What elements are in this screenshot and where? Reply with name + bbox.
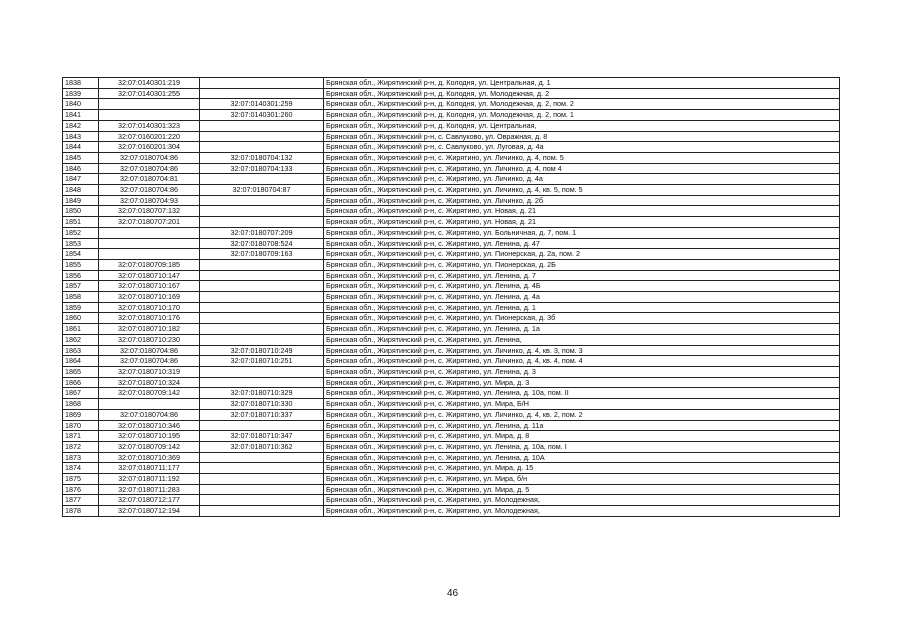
cadastral-number-cell: 32:07:0180712:177 xyxy=(99,495,200,506)
row-number-cell: 1878 xyxy=(63,506,99,517)
address-cell: Брянская обл., Жирятинский р-н, с. Жирятино, ул. Личинко, д. 4, кв. 3, пом. 3 xyxy=(324,345,840,356)
related-cadastral-number-cell: 32:07:0180710:249 xyxy=(200,345,324,356)
cadastral-number-cell: 32:07:0180704:86 xyxy=(99,152,200,163)
related-cadastral-number-cell: 32:07:0180708:524 xyxy=(200,238,324,249)
table-row xyxy=(63,452,840,463)
cadastral-number-cell: 32:07:0140301:219 xyxy=(99,78,200,89)
cadastral-number-cell: 32:07:0180704:81 xyxy=(99,174,200,185)
table-row xyxy=(63,420,840,431)
related-cadastral-number-cell xyxy=(200,174,324,185)
row-number-cell: 1860 xyxy=(63,313,99,324)
cadastral-number-cell: 32:07:0160201:304 xyxy=(99,142,200,153)
address-cell: Брянская обл., Жирятинский р-н, с. Жирятино, ул. Личинко, д. 4, кв. 2, пом. 2 xyxy=(324,409,840,420)
table-row xyxy=(63,441,840,452)
cadastral-number-cell: 32:07:0180710:369 xyxy=(99,452,200,463)
cadastral-number-cell: 32:07:0180710:169 xyxy=(99,292,200,303)
table-row xyxy=(63,120,840,131)
cadastral-number-cell: 32:07:0180707:201 xyxy=(99,217,200,228)
address-cell: Брянская обл., Жирятинский р-н, с. Жирятино, ул. Молодежная, xyxy=(324,506,840,517)
row-number-cell: 1853 xyxy=(63,238,99,249)
register-table-body xyxy=(63,78,840,517)
related-cadastral-number-cell: 32:07:0180710:337 xyxy=(200,409,324,420)
row-number-cell: 1861 xyxy=(63,324,99,335)
cadastral-number-cell: 32:07:0180704:86 xyxy=(99,163,200,174)
cadastral-number-cell: 32:07:0180710:346 xyxy=(99,420,200,431)
cadastral-number-cell: 32:07:0180704:93 xyxy=(99,195,200,206)
related-cadastral-number-cell xyxy=(200,377,324,388)
table-row xyxy=(63,110,840,121)
table-row xyxy=(63,195,840,206)
table-row xyxy=(63,484,840,495)
address-cell: Брянская обл., Жирятинский р-н, с. Жирятино, ул. Мира, Б/Н xyxy=(324,399,840,410)
table-row xyxy=(63,206,840,217)
cadastral-number-cell: 32:07:0180709:185 xyxy=(99,259,200,270)
related-cadastral-number-cell xyxy=(200,217,324,228)
related-cadastral-number-cell xyxy=(200,366,324,377)
cadastral-number-cell xyxy=(99,399,200,410)
row-number-cell: 1847 xyxy=(63,174,99,185)
address-cell: Брянская обл., Жирятинский р-н, с. Жирятино, ул. Ленина, xyxy=(324,334,840,345)
related-cadastral-number-cell xyxy=(200,281,324,292)
row-number-cell: 1862 xyxy=(63,334,99,345)
row-number-cell: 1859 xyxy=(63,302,99,313)
row-number-cell: 1868 xyxy=(63,399,99,410)
row-number-cell: 1857 xyxy=(63,281,99,292)
cadastral-number-cell: 32:07:0180709:142 xyxy=(99,441,200,452)
table-row xyxy=(63,388,840,399)
address-cell: Брянская обл., Жирятинский р-н, с. Жирятино, ул. Личинко, д. 4, пом. 5 xyxy=(324,152,840,163)
table-row xyxy=(63,334,840,345)
row-number-cell: 1874 xyxy=(63,463,99,474)
cadastral-number-cell: 32:07:0180704:86 xyxy=(99,409,200,420)
related-cadastral-number-cell: 32:07:0180704:87 xyxy=(200,185,324,196)
row-number-cell: 1842 xyxy=(63,120,99,131)
cadastral-number-cell: 32:07:0180709:142 xyxy=(99,388,200,399)
related-cadastral-number-cell xyxy=(200,195,324,206)
address-cell: Брянская обл., Жирятинский р-н, с. Жирятино, ул. Новая, д. 21 xyxy=(324,206,840,217)
address-cell: Брянская обл., Жирятинский р-н, д. Колодня, ул. Молодежная, д. 2, пом. 1 xyxy=(324,110,840,121)
table-row xyxy=(63,217,840,228)
related-cadastral-number-cell xyxy=(200,142,324,153)
related-cadastral-number-cell: 32:07:0180709:163 xyxy=(200,249,324,260)
row-number-cell: 1877 xyxy=(63,495,99,506)
address-cell: Брянская обл., Жирятинский р-н, с. Жирятино, ул. Ленина, д. 4а xyxy=(324,292,840,303)
cadastral-number-cell: 32:07:0180710:170 xyxy=(99,302,200,313)
row-number-cell: 1863 xyxy=(63,345,99,356)
table-row xyxy=(63,270,840,281)
related-cadastral-number-cell xyxy=(200,474,324,485)
cadastral-number-cell: 32:07:0180704:86 xyxy=(99,185,200,196)
table-row xyxy=(63,377,840,388)
related-cadastral-number-cell: 32:07:0180707:209 xyxy=(200,227,324,238)
table-row xyxy=(63,506,840,517)
row-number-cell: 1865 xyxy=(63,366,99,377)
table-row xyxy=(63,131,840,142)
related-cadastral-number-cell xyxy=(200,463,324,474)
address-cell: Брянская обл., Жирятинский р-н, д. Колодня, ул. Молодежная, д. 2 xyxy=(324,88,840,99)
row-number-cell: 1839 xyxy=(63,88,99,99)
address-cell: Брянская обл., Жирятинский р-н, с. Жирятино, ул. Ленина, д. 10а, пом. I xyxy=(324,441,840,452)
table-row xyxy=(63,463,840,474)
related-cadastral-number-cell: 32:07:0180704:132 xyxy=(200,152,324,163)
related-cadastral-number-cell xyxy=(200,259,324,270)
cadastral-number-cell: 32:07:0180711:192 xyxy=(99,474,200,485)
row-number-cell: 1858 xyxy=(63,292,99,303)
address-cell: Брянская обл., Жирятинский р-н, с. Жирятино, ул. Мира, б/н xyxy=(324,474,840,485)
cadastral-number-cell: 32:07:0180710:195 xyxy=(99,431,200,442)
related-cadastral-number-cell xyxy=(200,131,324,142)
address-cell: Брянская обл., Жирятинский р-н, с. Жирятино, ул. Личинко, д. 4а xyxy=(324,174,840,185)
address-cell: Брянская обл., Жирятинский р-н, с. Жирятино, ул. Ленина, д. 1 xyxy=(324,302,840,313)
table-row xyxy=(63,313,840,324)
related-cadastral-number-cell xyxy=(200,270,324,281)
row-number-cell: 1875 xyxy=(63,474,99,485)
page-number: 46 xyxy=(446,588,459,599)
table-row xyxy=(63,431,840,442)
table-row xyxy=(63,163,840,174)
related-cadastral-number-cell xyxy=(200,78,324,89)
table-row xyxy=(63,345,840,356)
address-cell: Брянская обл., Жирятинский р-н, с. Жирятино, ул. Пионерская, д. 2а, пом. 2 xyxy=(324,249,840,260)
cadastral-number-cell: 32:07:0180710:182 xyxy=(99,324,200,335)
related-cadastral-number-cell: 32:07:0180710:362 xyxy=(200,441,324,452)
table-row xyxy=(63,356,840,367)
related-cadastral-number-cell xyxy=(200,484,324,495)
table-row xyxy=(63,142,840,153)
row-number-cell: 1844 xyxy=(63,142,99,153)
row-number-cell: 1849 xyxy=(63,195,99,206)
table-row xyxy=(63,292,840,303)
row-number-cell: 1841 xyxy=(63,110,99,121)
row-number-cell: 1840 xyxy=(63,99,99,110)
cadastral-number-cell: 32:07:0180704:86 xyxy=(99,356,200,367)
related-cadastral-number-cell xyxy=(200,506,324,517)
table-row xyxy=(63,495,840,506)
address-cell: Брянская обл., Жирятинский р-н, с. Жирятино, ул. Ленина, д. 4Б xyxy=(324,281,840,292)
address-cell: Брянская обл., Жирятинский р-н, с. Жирятино, ул. Больничная, д. 7, пом. 1 xyxy=(324,227,840,238)
table-row xyxy=(63,324,840,335)
table-row xyxy=(63,185,840,196)
related-cadastral-number-cell: 32:07:0140301:259 xyxy=(200,99,324,110)
address-cell: Брянская обл., Жирятинский р-н, д. Колодня, ул. Молодежная, д. 2, пом. 2 xyxy=(324,99,840,110)
related-cadastral-number-cell: 32:07:0140301:260 xyxy=(200,110,324,121)
cadastral-number-cell: 32:07:0180710:176 xyxy=(99,313,200,324)
related-cadastral-number-cell: 32:07:0180710:329 xyxy=(200,388,324,399)
cadastral-number-cell xyxy=(99,238,200,249)
related-cadastral-number-cell xyxy=(200,420,324,431)
related-cadastral-number-cell xyxy=(200,120,324,131)
related-cadastral-number-cell xyxy=(200,313,324,324)
row-number-cell: 1851 xyxy=(63,217,99,228)
address-cell: Брянская обл., Жирятинский р-н, с. Жирятино, ул. Ленина, д. 7 xyxy=(324,270,840,281)
row-number-cell: 1848 xyxy=(63,185,99,196)
table-row xyxy=(63,174,840,185)
table-row xyxy=(63,99,840,110)
address-cell: Брянская обл., Жирятинский р-н, с. Жирятино, ул. Ленина, д. 10а, пом. II xyxy=(324,388,840,399)
row-number-cell: 1872 xyxy=(63,441,99,452)
address-cell: Брянская обл., Жирятинский р-н, с. Жирятино, ул. Мира, д. 3 xyxy=(324,377,840,388)
table-row xyxy=(63,238,840,249)
row-number-cell: 1856 xyxy=(63,270,99,281)
row-number-cell: 1870 xyxy=(63,420,99,431)
related-cadastral-number-cell: 32:07:0180710:347 xyxy=(200,431,324,442)
row-number-cell: 1867 xyxy=(63,388,99,399)
cadastral-number-cell: 32:07:0180710:319 xyxy=(99,366,200,377)
address-cell: Брянская обл., Жирятинский р-н, с. Жирятино, ул. Пионерская, д. 2Б xyxy=(324,259,840,270)
related-cadastral-number-cell xyxy=(200,302,324,313)
row-number-cell: 1855 xyxy=(63,259,99,270)
address-cell: Брянская обл., Жирятинский р-н, д. Колодня, ул. Центральная, д. 1 xyxy=(324,78,840,89)
cadastral-number-cell: 32:07:0160201:220 xyxy=(99,131,200,142)
row-number-cell: 1866 xyxy=(63,377,99,388)
address-cell: Брянская обл., Жирятинский р-н, с. Жирятино, ул. Мира, д. 15 xyxy=(324,463,840,474)
table-row xyxy=(63,78,840,89)
address-cell: Брянская обл., Жирятинский р-н, с. Жирятино, ул. Ленина, д. 11а xyxy=(324,420,840,431)
address-cell: Брянская обл., Жирятинский р-н, с. Жирятино, ул. Мира, д. 5 xyxy=(324,484,840,495)
row-number-cell: 1854 xyxy=(63,249,99,260)
cadastral-number-cell xyxy=(99,249,200,260)
table-row xyxy=(63,366,840,377)
cadastral-number-cell xyxy=(99,99,200,110)
address-cell: Брянская обл., Жирятинский р-н, с. Жирятино, ул. Мира, д. 8 xyxy=(324,431,840,442)
address-cell: Брянская обл., Жирятинский р-н, с. Жирятино, ул. Личинко, д. 4, кв. 5, пом. 5 xyxy=(324,185,840,196)
address-cell: Брянская обл., Жирятинский р-н, с. Жирятино, ул. Пионерская, д. 3б xyxy=(324,313,840,324)
table-row xyxy=(63,302,840,313)
row-number-cell: 1838 xyxy=(63,78,99,89)
cadastral-number-cell: 32:07:0180710:167 xyxy=(99,281,200,292)
address-cell: Брянская обл., Жирятинский р-н, с. Жирятино, ул. Ленина, д. 10А xyxy=(324,452,840,463)
address-cell: Брянская обл., Жирятинский р-н, с. Жирятино, ул. Личинко, д. 2б xyxy=(324,195,840,206)
related-cadastral-number-cell xyxy=(200,452,324,463)
address-cell: Брянская обл., Жирятинский р-н, с. Жирятино, ул. Ленина, д. 47 xyxy=(324,238,840,249)
cadastral-number-cell: 32:07:0180707:132 xyxy=(99,206,200,217)
table-row xyxy=(63,152,840,163)
cadastral-number-cell: 32:07:0180710:230 xyxy=(99,334,200,345)
cadastral-number-cell: 32:07:0180712:194 xyxy=(99,506,200,517)
related-cadastral-number-cell xyxy=(200,334,324,345)
address-cell: Брянская обл., Жирятинский р-н, с. Жирятино, ул. Молодежная, xyxy=(324,495,840,506)
related-cadastral-number-cell xyxy=(200,495,324,506)
related-cadastral-number-cell xyxy=(200,292,324,303)
related-cadastral-number-cell: 32:07:0180710:251 xyxy=(200,356,324,367)
table-row xyxy=(63,474,840,485)
row-number-cell: 1843 xyxy=(63,131,99,142)
row-number-cell: 1873 xyxy=(63,452,99,463)
table-row xyxy=(63,259,840,270)
related-cadastral-number-cell: 32:07:0180704:133 xyxy=(200,163,324,174)
cadastral-number-cell: 32:07:0180710:147 xyxy=(99,270,200,281)
row-number-cell: 1850 xyxy=(63,206,99,217)
address-cell: Брянская обл., Жирятинский р-н, с. Савлуково, ул. Луговая, д. 4а xyxy=(324,142,840,153)
cadastral-number-cell: 32:07:0140301:323 xyxy=(99,120,200,131)
row-number-cell: 1869 xyxy=(63,409,99,420)
cadastral-number-cell: 32:07:0180711:177 xyxy=(99,463,200,474)
address-cell: Брянская обл., Жирятинский р-н, с. Жирятино, ул. Личинко, д. 4, пом 4 xyxy=(324,163,840,174)
address-cell: Брянская обл., Жирятинский р-н, д. Колодня, ул. Центральная, xyxy=(324,120,840,131)
address-cell: Брянская обл., Жирятинский р-н, с. Жирятино, ул. Ленина, д. 3 xyxy=(324,366,840,377)
related-cadastral-number-cell xyxy=(200,206,324,217)
cadastral-number-cell xyxy=(99,227,200,238)
related-cadastral-number-cell xyxy=(200,88,324,99)
address-cell: Брянская обл., Жирятинский р-н, с. Жирятино, ул. Новая, д. 21 xyxy=(324,217,840,228)
table-row xyxy=(63,227,840,238)
cadastral-number-cell: 32:07:0180711:283 xyxy=(99,484,200,495)
table-row xyxy=(63,409,840,420)
row-number-cell: 1845 xyxy=(63,152,99,163)
table-row xyxy=(63,281,840,292)
row-number-cell: 1846 xyxy=(63,163,99,174)
row-number-cell: 1876 xyxy=(63,484,99,495)
address-cell: Брянская обл., Жирятинский р-н, с. Жирятино, ул. Личинко, д. 4, кв. 4, пом. 4 xyxy=(324,356,840,367)
cadastral-number-cell: 32:07:0180704:86 xyxy=(99,345,200,356)
register-table xyxy=(62,77,840,517)
row-number-cell: 1852 xyxy=(63,227,99,238)
address-cell: Брянская обл., Жирятинский р-н, с. Савлуково, ул. Овражная, д. 8 xyxy=(324,131,840,142)
cadastral-number-cell: 32:07:0140301:255 xyxy=(99,88,200,99)
cadastral-number-cell xyxy=(99,110,200,121)
table-row xyxy=(63,249,840,260)
table-row xyxy=(63,88,840,99)
address-cell: Брянская обл., Жирятинский р-н, с. Жирятино, ул. Ленина, д. 1а xyxy=(324,324,840,335)
row-number-cell: 1871 xyxy=(63,431,99,442)
table-row xyxy=(63,399,840,410)
cadastral-number-cell: 32:07:0180710:324 xyxy=(99,377,200,388)
row-number-cell: 1864 xyxy=(63,356,99,367)
related-cadastral-number-cell: 32:07:0180710:330 xyxy=(200,399,324,410)
related-cadastral-number-cell xyxy=(200,324,324,335)
